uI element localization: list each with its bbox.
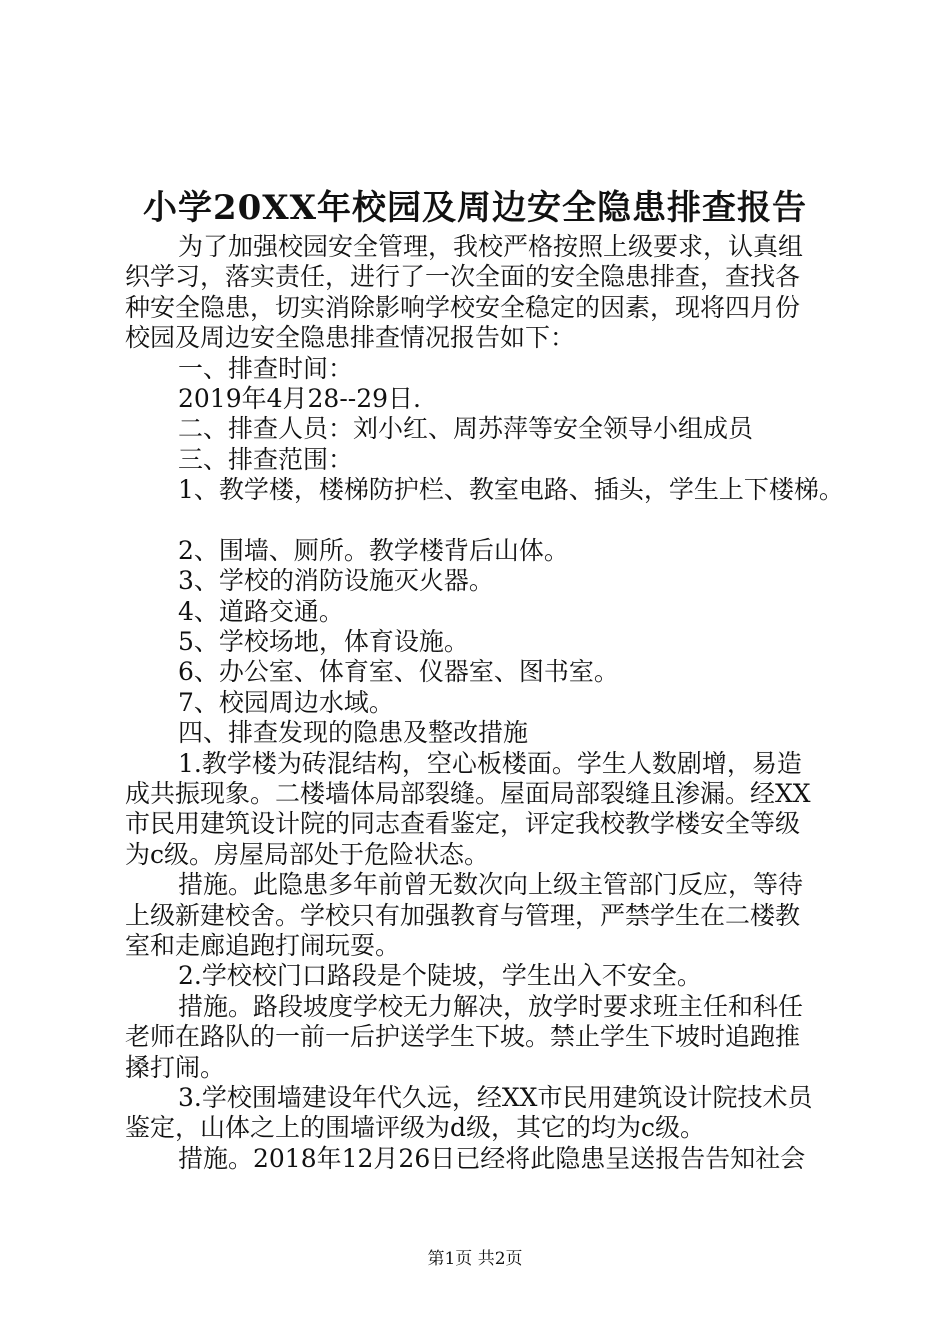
paragraph-line: 7、校园周边水域。 — [178, 687, 394, 717]
paragraph-line: 搡打闹。 — [125, 1052, 226, 1082]
paragraph-line: 措施。路段坡度学校无力解决，放学时要求班主任和科任 — [178, 991, 804, 1021]
paragraph-line: 二、排查人员：刘小红、周苏萍等安全领导小组成员 — [178, 414, 754, 444]
paragraph-line: 上级新建校舍。学校只有加强教育与管理，严禁学生在二楼教 — [125, 900, 801, 930]
paragraph-line: 3、学校的消防设施灭火器。 — [178, 566, 494, 596]
paragraph-line: 三、排查范围： — [178, 444, 354, 474]
paragraph-line: 织学习，落实责任，进行了一次全面的安全隐患排查，查找各 — [125, 262, 801, 292]
paragraph-line: 鉴定，山体之上的围墙评级为d级，其它的均为c级。 — [125, 1113, 706, 1143]
paragraph-line: 3.学校围墙建设年代久远，经XX市民用建筑设计院技术员 — [178, 1082, 813, 1112]
paragraph-line: 种安全隐患，切实消除影响学校安全稳定的因素，现将四月份 — [125, 292, 801, 322]
paragraph-line: 2.学校校门口路段是个陡坡，学生出入不安全。 — [178, 961, 702, 991]
paragraph-line: 室和走廊追跑打闹玩耍。 — [125, 930, 401, 960]
paragraph-line: 为了加强校园安全管理，我校严格按照上级要求，认真组 — [178, 232, 804, 261]
paragraph-line: 老师在路队的一前一后护送学生下坡。禁止学生下坡时追跑推 — [125, 1022, 801, 1052]
paragraph-line: 市民用建筑设计院的同志查看鉴定，评定我校教学楼安全等级 — [125, 809, 801, 839]
paragraph-line: 一、排查时间： — [178, 353, 354, 383]
page-footer: 第1页 共2页 — [427, 1249, 523, 1269]
paragraph-line: 2、围墙、厕所。教学楼背后山体。 — [178, 535, 569, 565]
paragraph-line: 2019年4月28--29日. — [178, 383, 421, 413]
paragraph-line: 6、办公室、体育室、仪器室、图书室。 — [178, 657, 619, 687]
paragraph-line: 1.教学楼为砖混结构，空心板楼面。学生人数剧增，易造 — [178, 748, 802, 778]
document-title: 小学20XX年校园及周边安全隐患排查报告 — [142, 188, 808, 228]
paragraph-line: 措施。此隐患多年前曾无数次向上级主管部门反应，等待 — [178, 870, 804, 900]
paragraph-line — [125, 506, 850, 536]
paragraph-line: 四、排查发现的隐患及整改措施 — [178, 718, 529, 748]
paragraph-line: 1、教学楼，楼梯防护栏、教室电路、插头，学生上下楼梯。 — [178, 475, 844, 505]
paragraph-line: 5、学校场地，体育设施。 — [178, 627, 469, 657]
paragraph-line: 4、道路交通。 — [178, 596, 344, 626]
paragraph-line: 为c级。房屋局部处于危险状态。 — [125, 839, 490, 869]
paragraph-line: 措施。2018年12月26日已经将此隐患呈送报告告知社会 — [178, 1143, 806, 1173]
paragraph-line: 校园及周边安全隐患排查情况报告如下： — [125, 323, 576, 353]
paragraph-line: 成共振现象。二楼墙体局部裂缝。屋面局部裂缝且渗漏。经XX — [125, 779, 811, 809]
document-body — [125, 232, 850, 1174]
